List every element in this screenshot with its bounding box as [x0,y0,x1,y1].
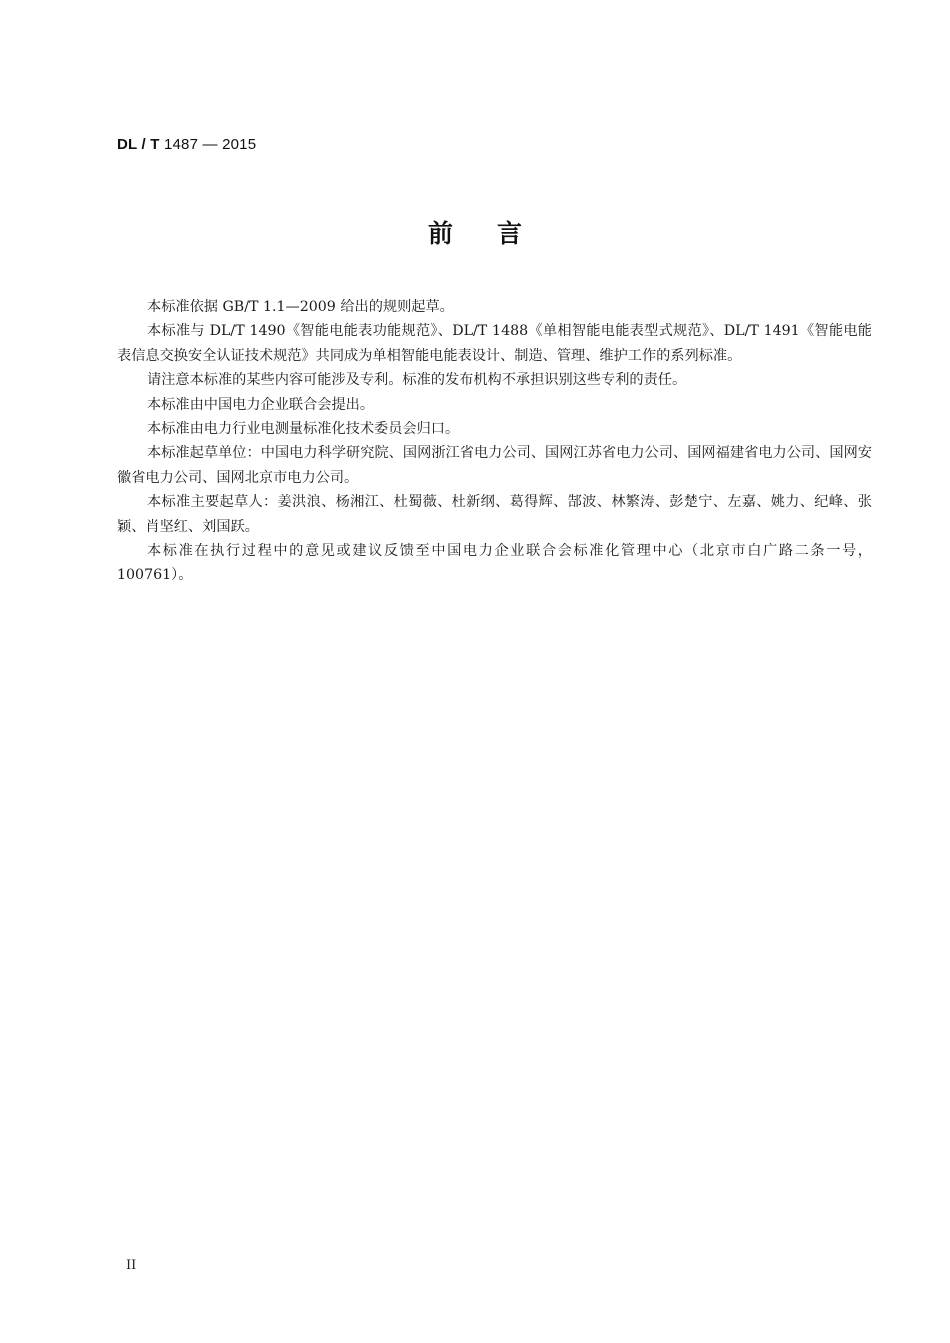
page-title: 前言 [427,219,566,248]
paragraph-proposer: 本标准由中国电力企业联合会提出。 [147,396,375,413]
paragraph-drafters: 本标准主要起草人：姜洪浪、杨湘江、杜蜀薇、杜新纲、葛得辉、郜波、林繁涛、彭楚宁、左嘉、姚力、纪峰、张颖、肖坚红、刘国跃。 [117,494,872,535]
paragraph-related-standards: 本标准与 DL/T 1490《智能电能表功能规范》、DL/T 1488《单相智能电能表型式规范》、DL/T 1491《智能电能表信息交换安全认证技术规范》共同成为单相智能电能表设计、制造、管理、维护工作的系列标准。 [117,323,872,364]
paragraph-drafting-rules: 本标准依据 GB/T 1.1—2009 给出的规则起草。 [147,299,454,315]
paragraph-committee: 本标准由电力行业电测量标准化技术委员会归口。 [147,421,460,438]
paragraph-drafting-units: 本标准起草单位：中国电力科学研究院、国网浙江省电力公司、国网江苏省电力公司、国网福建省电力公司、国网安徽省电力公司、国网北京市电力公司。 [117,445,872,486]
document-code-prefix: DL / T [117,136,160,153]
foreword-body [117,295,872,588]
document-code-number: 1487 — 2015 [159,136,257,153]
paragraph-feedback: 本标准在执行过程中的意见或建议反馈至中国电力企业联合会标准化管理中心（北京市白广路二条一号，100761）。 [117,543,872,584]
paragraph-patent-notice: 请注意本标准的某些内容可能涉及专利。标准的发布机构不承担识别这些专利的责任。 [147,372,687,389]
document-code [117,136,256,153]
page-number: II [126,1258,137,1273]
